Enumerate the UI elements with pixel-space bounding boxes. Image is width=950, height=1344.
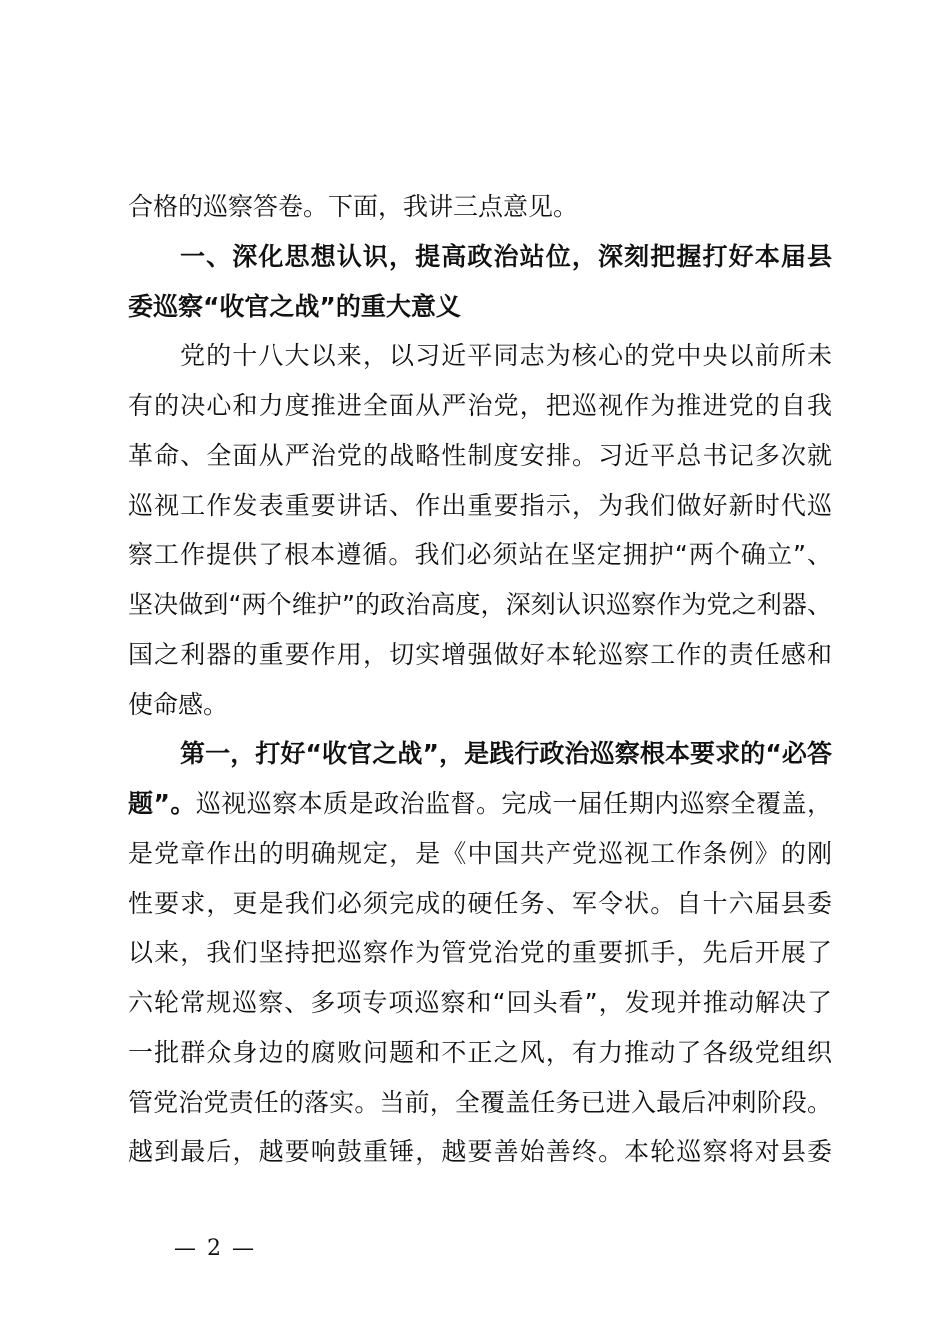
section-heading-line: 委巡察“收官之战”的重大意义 [128,291,461,321]
text-segment: 巡视巡察本质是政治监督。完成一届任期内巡察全覆盖， [195,789,832,818]
text-line: 是党章作出的明确规定，是《中国共产党巡视工作条例》的刚 [128,838,832,868]
text-line: 性要求，更是我们必须完成的硬任务、军令状。自十六届县委 [128,888,832,918]
section-heading-line: 一、深化思想认识，提高政治站位，深刻把握打好本届县 [180,241,832,271]
mixed-line [128,779,832,829]
text-line: 越到最后，越要响鼓重锤，越要善始善终。本轮巡察将对县委 [128,1137,832,1167]
text-line: 国之利器的重要作用，切实增强做好本轮巡察工作的责任感和 [128,639,832,669]
page-number: — 2 — [174,1236,256,1261]
body-text [128,182,832,1177]
text-line: 一批群众身边的腐败问题和不正之风，有力推动了各级党组织 [128,1037,832,1067]
text-line: 革命、全面从严治党的战略性制度安排。习近平总书记多次就 [128,440,832,470]
subheading-end: 题”。 [128,789,196,818]
text-line: 六轮常规巡察、多项专项巡察和“回头看”，发现并推动解决了 [128,988,832,1017]
text-line: 管党治党责任的落实。当前，全覆盖任务已进入最后冲刺阶段。 [128,1087,832,1117]
text-line: 党的十八大以来，以习近平同志为核心的党中央以前所未 [180,341,832,371]
text-line: 合格的巡察答卷。下面，我讲三点意见。 [128,192,579,221]
text-line: 以来，我们坚持把巡察作为管党治党的重要抓手，先后开展了 [128,938,832,968]
text-line: 巡视工作发表重要讲话、作出重要指示，为我们做好新时代巡 [128,490,832,520]
text-line: 坚决做到“两个维护”的政治高度，深刻认识巡察作为党之利器、 [128,590,832,619]
subheading-line: 第一，打好“收官之战”，是践行政治巡察根本要求的“必答 [180,739,832,769]
text-line: 使命感。 [128,689,229,719]
text-line: 有的决心和力度推进全面从严治党，把巡视作为推进党的自我 [128,391,832,420]
text-line: 察工作提供了根本遵循。我们必须站在坚定拥护“两个确立”、 [128,540,832,570]
